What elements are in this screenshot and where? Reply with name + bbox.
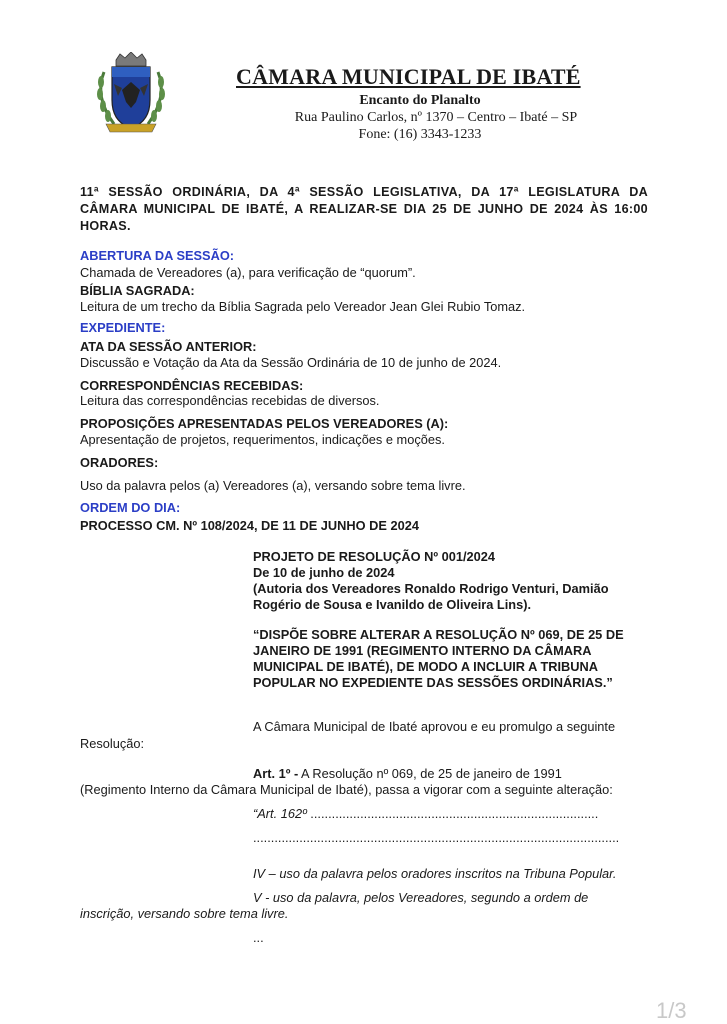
- proposicoes-heading: PROPOSIÇÕES APRESENTADAS PELOS VEREADORES (A):: [80, 416, 449, 431]
- oradores-text: Uso da palavra pelos (a) Vereadores (a), versando sobre tema livre.: [80, 478, 466, 493]
- art162-label: “Art. 162º: [253, 806, 307, 821]
- dots-line: .......................................................................................................: [253, 830, 620, 845]
- ementa-line-2: JANEIRO DE 1991 (REGIMENTO INTERNO DA CÂMARA: [253, 643, 592, 658]
- art162-line: [253, 806, 598, 821]
- expediente-heading: EXPEDIENTE:: [80, 320, 166, 335]
- projeto-block: [253, 549, 653, 613]
- art1-text: A Resolução nº 069, de 25 de janeiro de 1991: [298, 766, 562, 781]
- abertura-heading: ABERTURA DA SESSÃO:: [80, 248, 235, 263]
- promulga-line-2: Resolução:: [80, 736, 145, 751]
- inciso-iv: IV – uso da palavra pelos oradores inscritos na Tribuna Popular.: [253, 866, 617, 881]
- ellipsis: ...: [253, 930, 264, 945]
- page-number: 1/3: [656, 998, 687, 1023]
- correspondencias-heading: CORRESPONDÊNCIAS RECEBIDAS:: [80, 378, 304, 393]
- ementa-line-3: MUNICIPAL DE IBATÉ), DE MODO A INCLUIR A TRIBUNA: [253, 659, 599, 674]
- ementa-line-4: POPULAR NO EXPEDIENTE DAS SESSÕES ORDINÁRIAS.”: [253, 675, 613, 690]
- inciso-v-line-2: inscrição, versando sobre tema livre.: [80, 906, 289, 921]
- inciso-v-line-1: V - uso da palavra, pelos Vereadores, segundo a ordem de: [253, 890, 589, 905]
- art1-continuation: (Regimento Interno da Câmara Municipal de Ibaté), passa a vigorar com a seguinte alteração:: [80, 782, 613, 797]
- ementa-block: [253, 627, 653, 691]
- abertura-text: Chamada de Vereadores (a), para verificação de “quorum”.: [80, 265, 416, 280]
- session-intro: 11ª SESSÃO ORDINÁRIA, DA 4ª SESSÃO LEGISLATIVA, DA 17ª LEGISLATURA DA CÂMARA MUNICIPAL DE IBATÉ, A REALIZAR-SE DIA 25 DE JUNHO DE 2024 ÀS 16:00 HORAS.: [80, 185, 648, 233]
- biblia-heading: BÍBLIA SAGRADA:: [80, 283, 195, 298]
- projeto-autoria-2: Rogério de Sousa e Ivanildo de Oliveira Lins).: [253, 597, 532, 612]
- header-subtitle: Encanto do Planalto: [359, 93, 481, 108]
- municipal-crest-logo: [92, 52, 170, 134]
- processo-line: PROCESSO CM. Nº 108/2024, DE 11 DE JUNHO DE 2024: [80, 518, 419, 533]
- header-address: Rua Paulino Carlos, nº 1370 – Centro – Ibaté – SP: [294, 110, 578, 125]
- art1-line: [253, 766, 562, 781]
- promulga-line-1: A Câmara Municipal de Ibaté aprovou e eu promulgo a seguinte: [253, 719, 616, 734]
- ordem-heading: ORDEM DO DIA:: [80, 500, 181, 515]
- ementa-line-1: “DISPÕE SOBRE ALTERAR A RESOLUÇÃO Nº 069, DE 25 DE: [253, 627, 624, 642]
- projeto-autoria-1: (Autoria dos Vereadores Ronaldo Rodrigo Venturi, Damião: [253, 581, 609, 596]
- header-phone: Fone: (16) 3343-1233: [358, 127, 482, 142]
- correspondencias-text: Leitura das correspondências recebidas de diversos.: [80, 393, 380, 408]
- oradores-heading: ORADORES:: [80, 455, 159, 470]
- ata-text: Discussão e Votação da Ata da Sessão Ordinária de 10 de junho de 2024.: [80, 355, 502, 370]
- projeto-title: PROJETO DE RESOLUÇÃO Nº 001/2024: [253, 549, 495, 564]
- art1-label: Art. 1º -: [253, 766, 299, 781]
- page-title: CÂMARA MUNICIPAL DE IBATÉ: [236, 64, 581, 89]
- ata-heading: ATA DA SESSÃO ANTERIOR:: [80, 339, 257, 354]
- art162-dots: .................................................................................: [306, 806, 599, 821]
- projeto-date: De 10 de junho de 2024: [253, 565, 395, 580]
- proposicoes-text: Apresentação de projetos, requerimentos, indicações e moções.: [80, 432, 445, 447]
- biblia-text: Leitura de um trecho da Bíblia Sagrada pelo Vereador Jean Glei Rubio Tomaz.: [80, 299, 526, 314]
